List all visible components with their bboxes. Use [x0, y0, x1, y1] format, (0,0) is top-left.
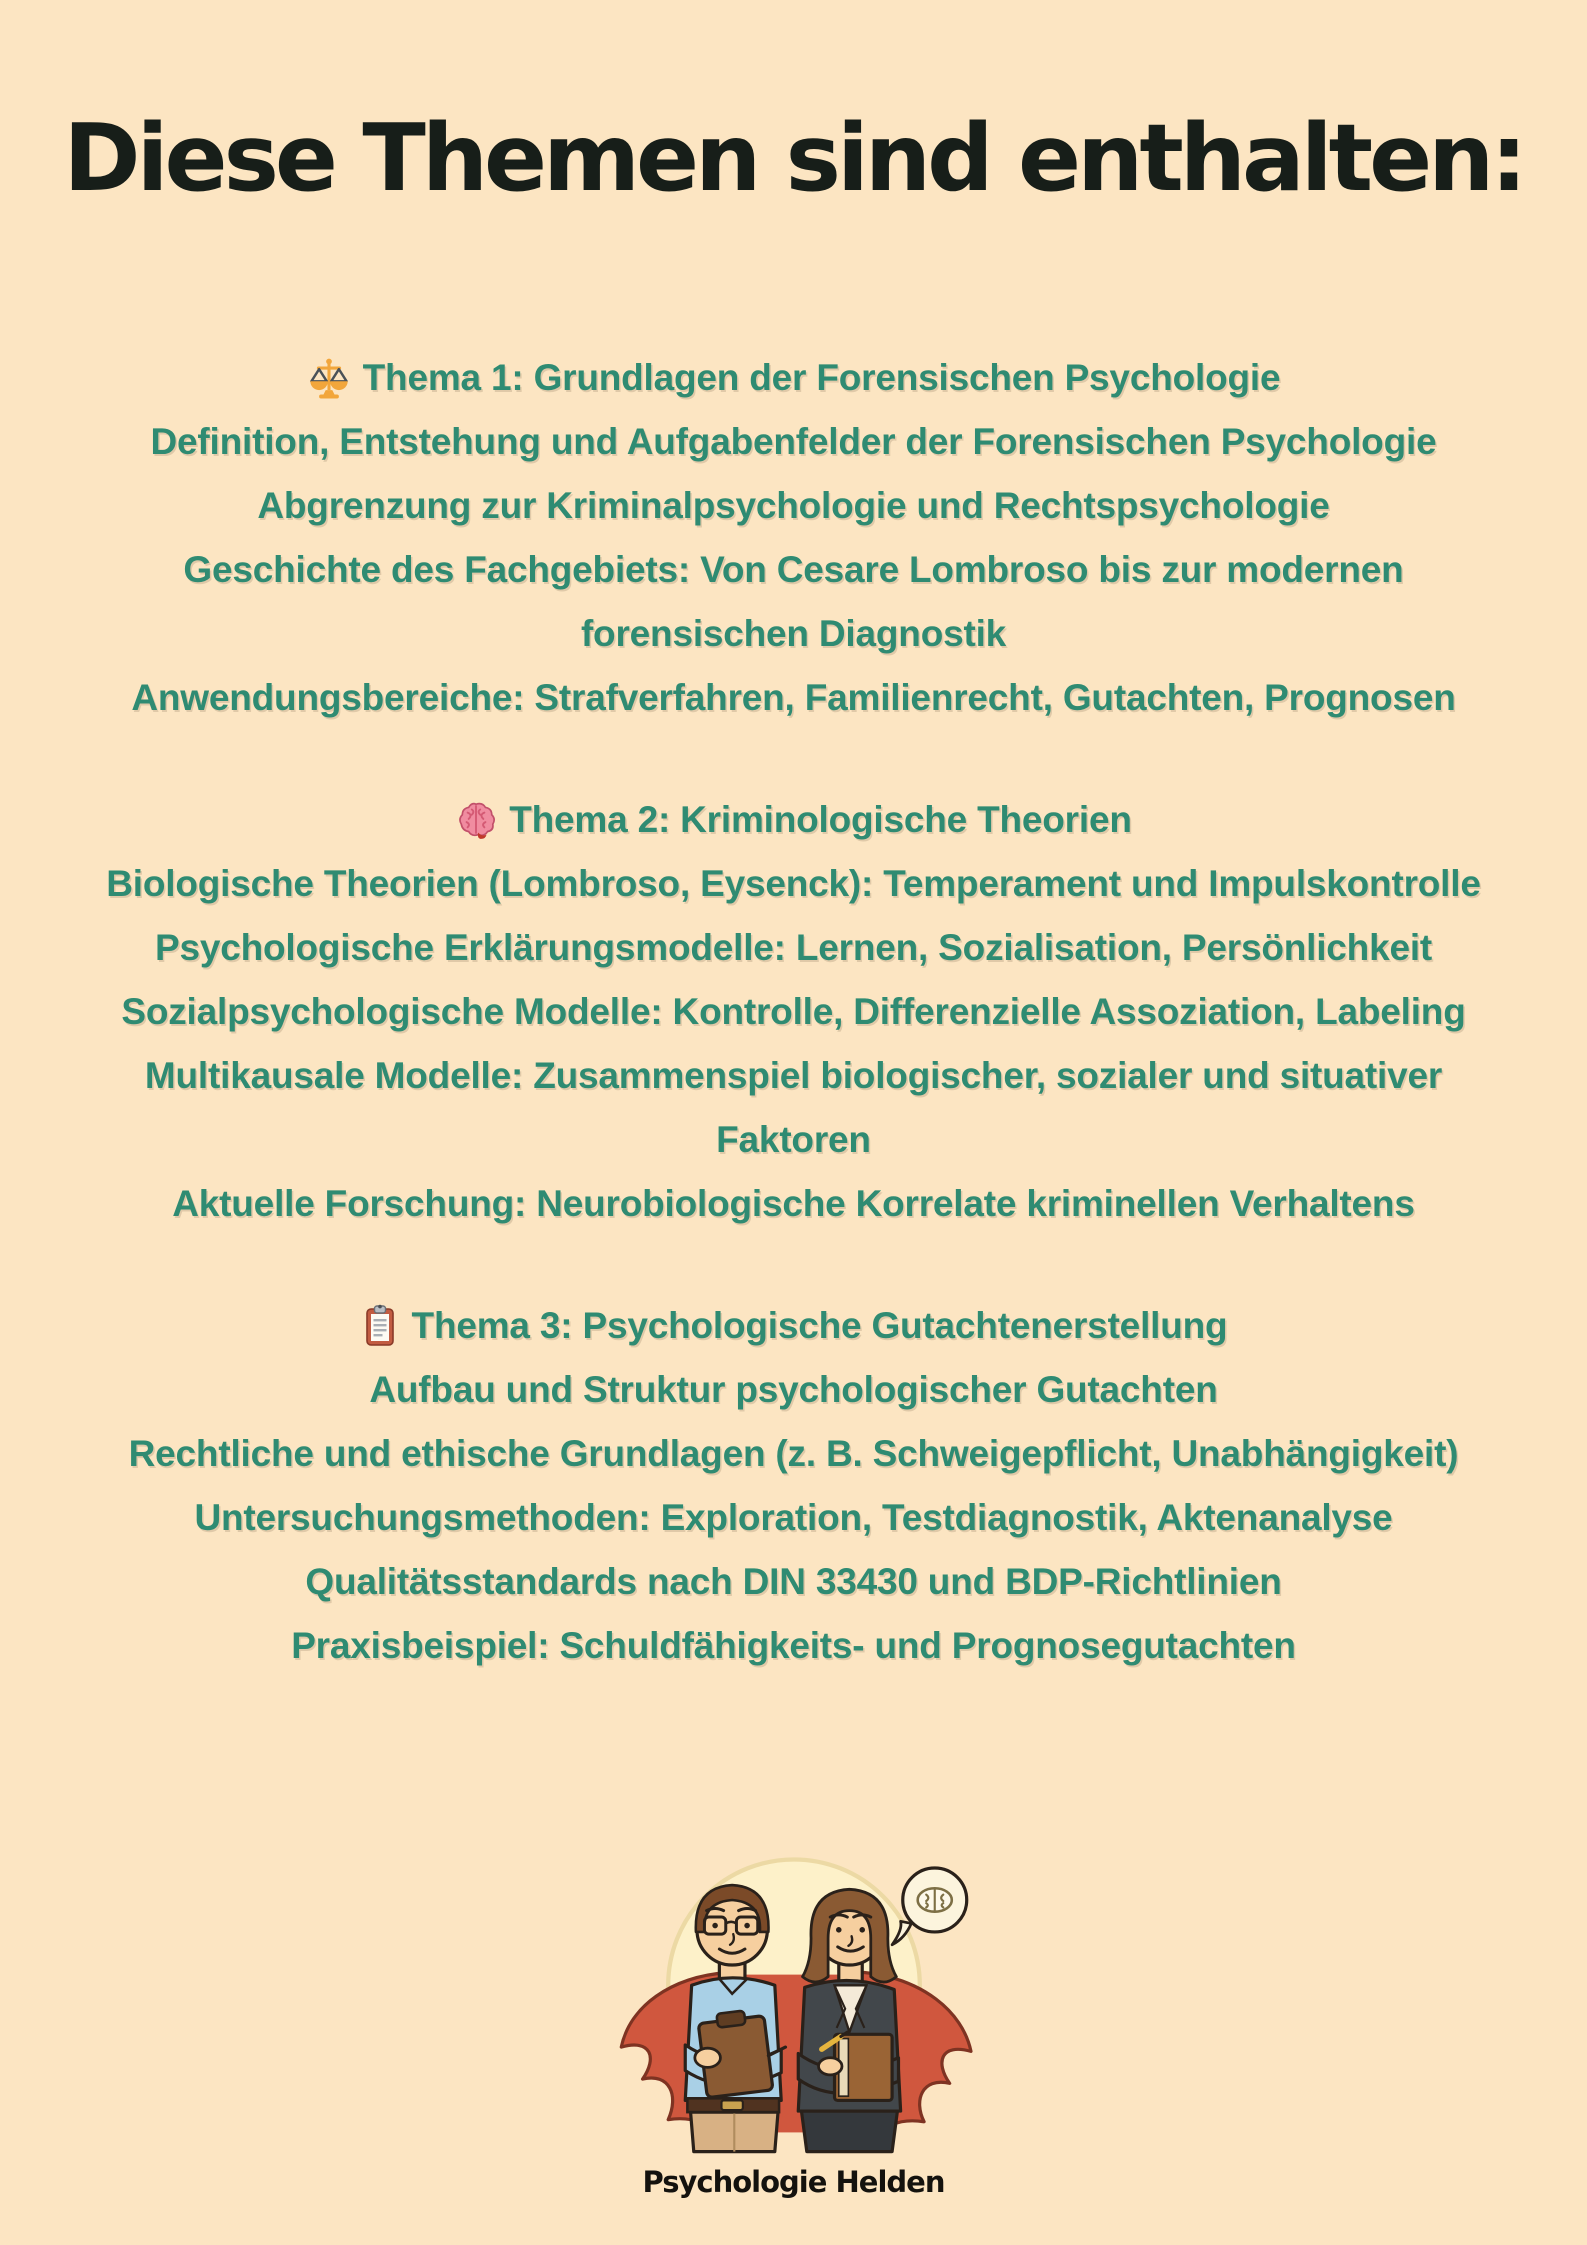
section-heading-row	[0, 1294, 1587, 1358]
section-heading-row	[0, 346, 1587, 410]
section-heading: Thema 1: Grundlagen der Forensischen Psychologie	[362, 356, 1281, 398]
section-thema-1	[0, 346, 1587, 730]
topic-line: Definition, Entstehung und Aufgabenfelder der Forensischen Psychologie	[150, 420, 1437, 462]
topic-line: Qualitätsstandards nach DIN 33430 und BDP-Richtlinien	[305, 1560, 1282, 1602]
page-title: Diese Themen sind enthalten:	[63, 104, 1524, 212]
scales-icon	[307, 356, 351, 400]
topic-line: forensischen Diagnostik	[580, 612, 1007, 654]
section-heading: Thema 2: Kriminologische Theorien	[509, 798, 1132, 840]
topic-line: Sozialpsychologische Modelle: Kontrolle, Differenzielle Assoziation, Labeling	[121, 990, 1466, 1032]
topics-list	[0, 346, 1587, 1678]
topic-line: Praxisbeispiel: Schuldfähigkeits- und Prognosegutachten	[291, 1624, 1296, 1666]
topic-line: Rechtliche und ethische Grundlagen (z. B. Schweigepflicht, Unabhängigkeit)	[128, 1432, 1459, 1474]
topic-line: Aktuelle Forschung: Neurobiologische Korrelate kriminellen Verhaltens	[172, 1182, 1415, 1224]
topic-line: Aufbau und Struktur psychologischer Gutachten	[369, 1368, 1218, 1410]
section-heading-row	[0, 788, 1587, 852]
section-heading: Thema 3: Psychologische Gutachtenerstellung	[411, 1304, 1228, 1346]
topic-line: Multikausale Modelle: Zusammenspiel biologischer, sozialer und situativer	[144, 1054, 1443, 1096]
topic-line: Biologische Theorien (Lombroso, Eysenck): Temperament und Impulskontrolle	[106, 862, 1481, 904]
topic-line: Anwendungsbereiche: Strafverfahren, Familienrecht, Gutachten, Prognosen	[131, 676, 1456, 718]
topic-line: Faktoren	[716, 1118, 871, 1160]
section-thema-3	[0, 1294, 1587, 1678]
topic-line: Abgrenzung zur Kriminalpsychologie und Rechtspsychologie	[257, 484, 1330, 526]
logo-illustration	[0, 1836, 1587, 2199]
clipboard-icon	[360, 1304, 400, 1348]
topic-line: Geschichte des Fachgebiets: Von Cesare Lombroso bis zur modernen	[183, 548, 1404, 590]
topic-line: Untersuchungsmethoden: Exploration, Testdiagnostik, Aktenanalyse	[194, 1496, 1393, 1538]
logo-caption: Psychologie Helden	[642, 2164, 945, 2199]
topic-line: Psychologische Erklärungsmodelle: Lernen, Sozialisation, Persönlichkeit	[154, 926, 1433, 968]
brain-icon	[455, 799, 497, 841]
psychologists-cartoon	[559, 1836, 1029, 2158]
section-thema-2	[0, 788, 1587, 1236]
